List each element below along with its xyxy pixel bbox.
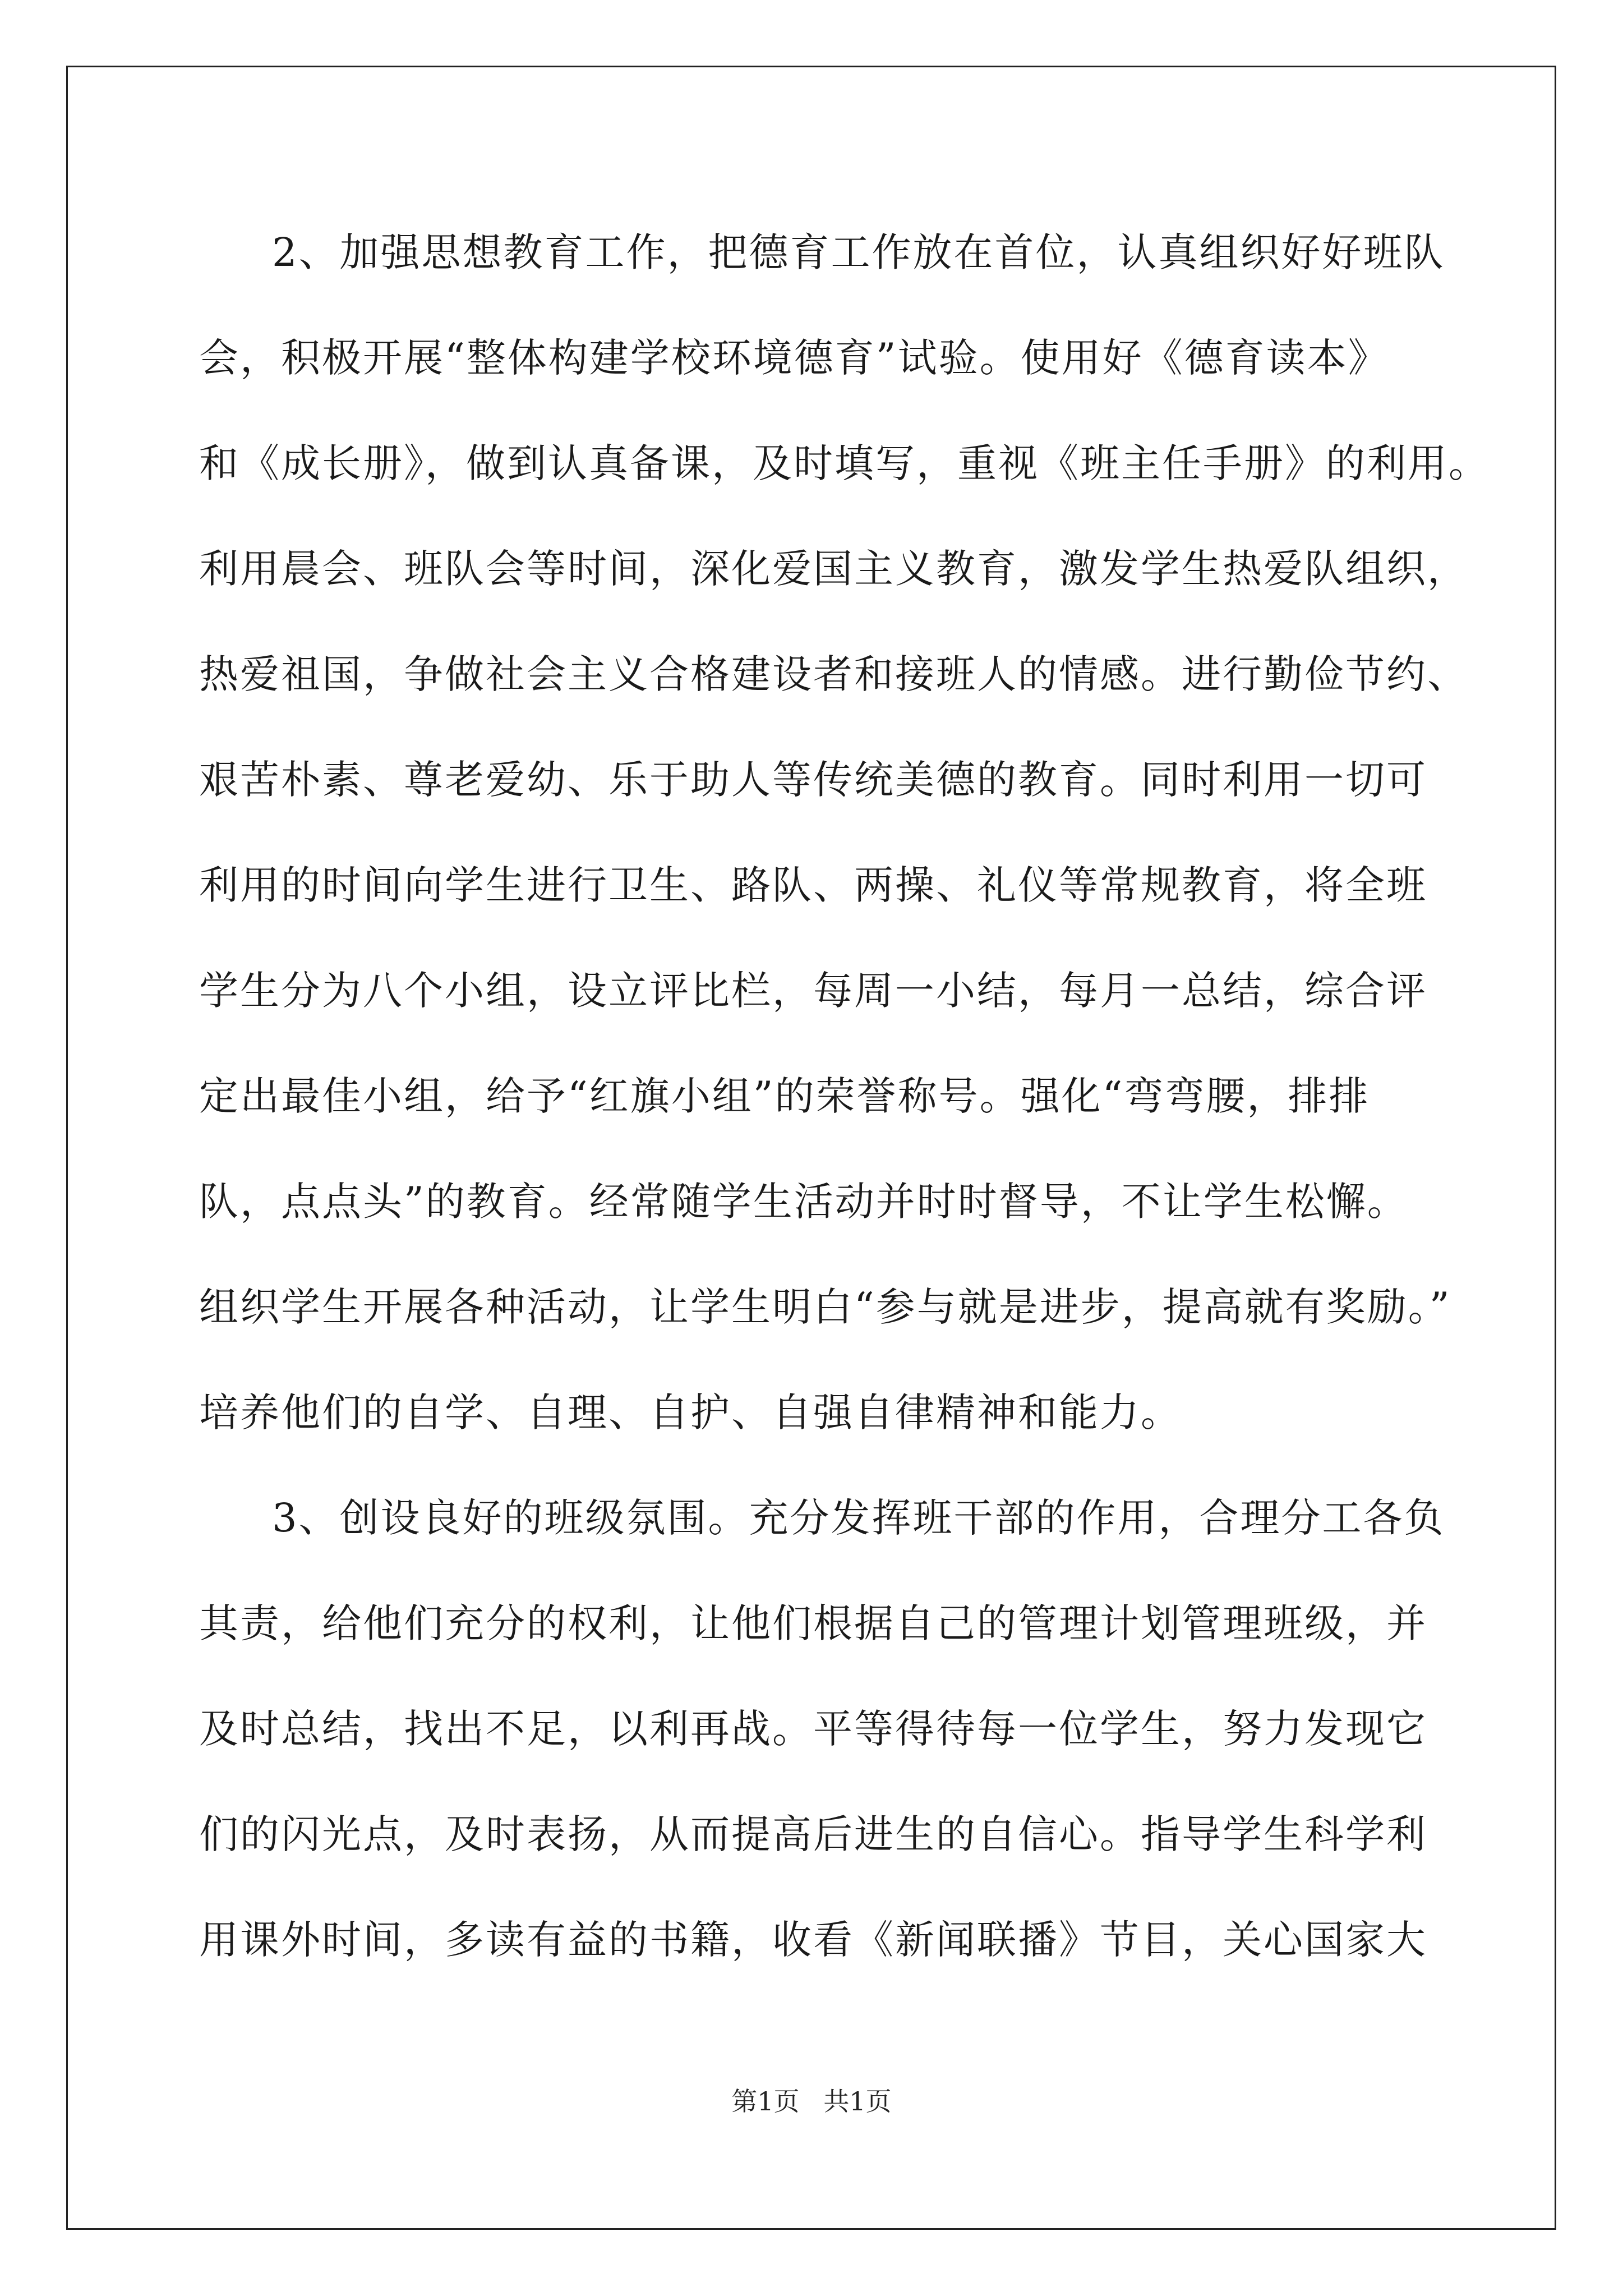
page-total: 共1页	[823, 2086, 892, 2116]
text-line: 培养他们的自学、自理、自护、自强自律精神和能力。	[199, 1389, 1182, 1435]
text-line: 队，点点头”的教育。经常随学生活动并时时督导，不让学生松懈。	[199, 1179, 1408, 1225]
text-line: 其责，给他们充分的权利，让他们根据自己的管理计划管理班级，并	[199, 1600, 1427, 1646]
text-line: 和《成长册》，做到认真备课，及时填写，重视《班主任手册》的利用。	[199, 440, 1490, 486]
document-body	[199, 222, 1490, 2014]
text-line: 们的闪光点，及时表扬，从而提高后进生的自信心。指导学生科学利	[199, 1811, 1427, 1857]
page-footer	[0, 2081, 1623, 2118]
text-line: 利用晨会、班队会等时间，深化爱国主义教育，激发学生热爱队组织，	[199, 546, 1468, 592]
text-line: 艰苦朴素、尊老爱幼、乐于助人等传统美德的教育。同时利用一切可	[199, 757, 1427, 803]
text-line: 学生分为八个小组，设立评比栏，每周一小结，每月一总结，综合评	[199, 968, 1427, 1014]
text-line: 利用的时间向学生进行卫生、路队、两操、礼仪等常规教育，将全班	[199, 862, 1427, 908]
text-line: 用课外时间，多读有益的书籍，收看《新闻联播》节目，关心国家大	[199, 1917, 1427, 1963]
page-number: 第1页	[731, 2086, 800, 2116]
text-line: 会，积极开展“整体构建学校环境德育”试验。使用好《德育读本》	[199, 335, 1389, 381]
text-line: 2、加强思想教育工作，把德育工作放在首位，认真组织好好班队	[272, 229, 1445, 275]
text-line: 及时总结，找出不足，以利再战。平等得待每一位学生，努力发现它	[199, 1706, 1427, 1752]
text-line: 组织学生开展各种活动，让学生明白“参与就是进步，提高就有奖励。”	[199, 1284, 1451, 1330]
text-line: 定出最佳小组，给予“红旗小组”的荣誉称号。强化“弯弯腰，排排	[199, 1073, 1370, 1119]
text-line: 3、创设良好的班级氛围。充分发挥班干部的作用，合理分工各负	[272, 1495, 1445, 1541]
text-line: 热爱祖国，争做社会主义合格建设者和接班人的情感。进行勤俭节约、	[199, 651, 1468, 697]
